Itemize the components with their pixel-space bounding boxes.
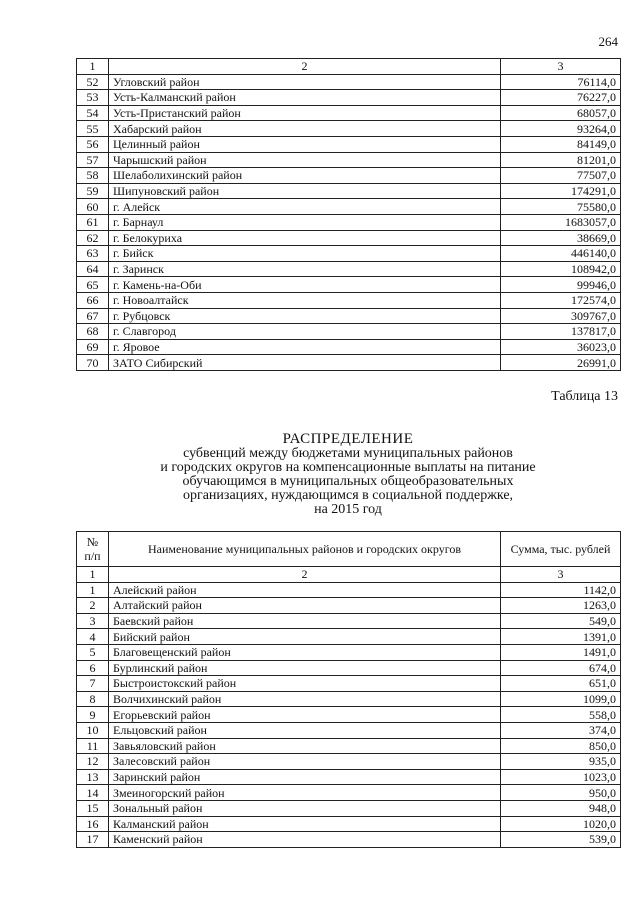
row-amount: 108942,0 [501, 261, 621, 277]
row-name: г. Яровое [109, 339, 501, 355]
row-number: 68 [77, 324, 109, 340]
row-number: 10 [77, 722, 109, 738]
row-number: 65 [77, 277, 109, 293]
row-amount: 1142,0 [501, 582, 621, 598]
row-number: 64 [77, 261, 109, 277]
title-heading: РАСПРЕДЕЛЕНИЕ [282, 431, 414, 447]
table-row [77, 246, 621, 262]
row-name: Змеиногорский район [109, 785, 501, 801]
row-number: 14 [77, 785, 109, 801]
row-amount: 1099,0 [501, 691, 621, 707]
document-title [76, 432, 620, 517]
table-row [77, 676, 621, 692]
column-number-row [77, 567, 621, 583]
row-name: Алейский район [109, 582, 501, 598]
table-row [77, 644, 621, 660]
row-name: Каменский район [109, 832, 501, 848]
row-name: Баевский район [109, 613, 501, 629]
row-amount: 38669,0 [501, 230, 621, 246]
row-amount: 1683057,0 [501, 214, 621, 230]
column-number-row [77, 59, 621, 75]
row-amount: 374,0 [501, 722, 621, 738]
row-number: 55 [77, 121, 109, 137]
row-number: 69 [77, 339, 109, 355]
row-name: Заринский район [109, 769, 501, 785]
row-number: 16 [77, 816, 109, 832]
header-number: № п/п [77, 532, 109, 567]
row-number: 1 [77, 582, 109, 598]
table-row [77, 355, 621, 371]
table-row [77, 308, 621, 324]
row-number: 61 [77, 214, 109, 230]
row-amount: 172574,0 [501, 292, 621, 308]
row-number: 5 [77, 644, 109, 660]
row-number: 13 [77, 769, 109, 785]
row-name: г. Барнаул [109, 214, 501, 230]
row-number: 52 [77, 74, 109, 90]
row-amount: 68057,0 [501, 105, 621, 121]
row-name: г. Камень-на-Оби [109, 277, 501, 293]
row-name: Хабарский район [109, 121, 501, 137]
table-row [77, 277, 621, 293]
table-row [77, 722, 621, 738]
row-amount: 674,0 [501, 660, 621, 676]
row-amount: 1263,0 [501, 598, 621, 614]
table-row [77, 214, 621, 230]
row-name: Бийский район [109, 629, 501, 645]
column-number: 3 [501, 567, 621, 583]
row-name: Быстроистокский район [109, 676, 501, 692]
table-row [77, 324, 621, 340]
row-name: г. Бийск [109, 246, 501, 262]
row-number: 2 [77, 598, 109, 614]
table-row [77, 230, 621, 246]
table-caption: Таблица 13 [551, 389, 618, 404]
table-row [77, 168, 621, 184]
row-name: Бурлинский район [109, 660, 501, 676]
row-name: Алтайский район [109, 598, 501, 614]
table-row [77, 292, 621, 308]
title-line: на 2015 год [314, 502, 382, 517]
row-name: Волчихинский район [109, 691, 501, 707]
row-name: Шелаболихинский район [109, 168, 501, 184]
row-number: 17 [77, 832, 109, 848]
table-row [77, 152, 621, 168]
table-row [77, 339, 621, 355]
row-name: Шипуновский район [109, 183, 501, 199]
row-amount: 26991,0 [501, 355, 621, 371]
row-amount: 651,0 [501, 676, 621, 692]
row-amount: 77507,0 [501, 168, 621, 184]
table-row [77, 832, 621, 848]
table-row [77, 691, 621, 707]
row-number: 15 [77, 800, 109, 816]
allocation-table-continued [76, 58, 621, 371]
table-row [77, 816, 621, 832]
row-amount: 948,0 [501, 800, 621, 816]
table-row [77, 629, 621, 645]
page-number: 264 [598, 34, 618, 49]
table-row [77, 800, 621, 816]
row-number: 70 [77, 355, 109, 371]
row-amount: 446140,0 [501, 246, 621, 262]
allocation-table [76, 531, 621, 848]
title-line: субвенций между бюджетами муниципальных районов [183, 446, 513, 461]
row-number: 11 [77, 738, 109, 754]
row-number: 58 [77, 168, 109, 184]
row-amount: 1491,0 [501, 644, 621, 660]
table-row [77, 582, 621, 598]
row-name: Завьяловский район [109, 738, 501, 754]
header-amount: Сумма, тыс. рублей [501, 532, 621, 567]
row-number: 54 [77, 105, 109, 121]
row-amount: 76227,0 [501, 90, 621, 106]
row-number: 8 [77, 691, 109, 707]
column-number: 2 [109, 567, 501, 583]
row-amount: 935,0 [501, 754, 621, 770]
row-number: 57 [77, 152, 109, 168]
row-name: г. Алейск [109, 199, 501, 215]
row-amount: 549,0 [501, 613, 621, 629]
row-name: Ельцовский район [109, 722, 501, 738]
row-number: 63 [77, 246, 109, 262]
table-row [77, 785, 621, 801]
row-number: 4 [77, 629, 109, 645]
row-number: 12 [77, 754, 109, 770]
table-row [77, 754, 621, 770]
row-name: г. Славгород [109, 324, 501, 340]
table-row [77, 121, 621, 137]
row-number: 67 [77, 308, 109, 324]
column-number: 2 [109, 59, 501, 75]
row-number: 66 [77, 292, 109, 308]
table-row [77, 613, 621, 629]
row-amount: 309767,0 [501, 308, 621, 324]
header-name: Наименование муниципальных районов и городских округов [109, 532, 501, 567]
row-number: 60 [77, 199, 109, 215]
row-amount: 174291,0 [501, 183, 621, 199]
row-name: г. Новоалтайск [109, 292, 501, 308]
title-line: организациях, нуждающимся в социальной поддержке, [182, 488, 514, 503]
row-name: Целинный район [109, 136, 501, 152]
row-amount: 1023,0 [501, 769, 621, 785]
row-amount: 539,0 [501, 832, 621, 848]
column-number: 3 [501, 59, 621, 75]
row-name: Усть-Пристанский район [109, 105, 501, 121]
table-row [77, 74, 621, 90]
table-row [77, 136, 621, 152]
column-number: 1 [77, 59, 109, 75]
row-amount: 36023,0 [501, 339, 621, 355]
row-amount: 76114,0 [501, 74, 621, 90]
table-row [77, 598, 621, 614]
row-amount: 75580,0 [501, 199, 621, 215]
row-name: ЗАТО Сибирский [109, 355, 501, 371]
table-row [77, 660, 621, 676]
row-name: Залесовский район [109, 754, 501, 770]
row-amount: 850,0 [501, 738, 621, 754]
row-amount: 950,0 [501, 785, 621, 801]
row-number: 62 [77, 230, 109, 246]
row-number: 9 [77, 707, 109, 723]
title-line: и городских округов на компенсационные выплаты на питание [160, 460, 536, 475]
table-row [77, 183, 621, 199]
row-amount: 99946,0 [501, 277, 621, 293]
row-name: г. Заринск [109, 261, 501, 277]
row-name: Угловский район [109, 74, 501, 90]
column-number: 1 [77, 567, 109, 583]
row-amount: 1020,0 [501, 816, 621, 832]
table-row [77, 199, 621, 215]
row-number: 56 [77, 136, 109, 152]
row-number: 6 [77, 660, 109, 676]
row-name: Чарышский район [109, 152, 501, 168]
table-header-row [77, 532, 621, 567]
row-name: Усть-Калманский район [109, 90, 501, 106]
row-amount: 137817,0 [501, 324, 621, 340]
row-name: Егорьевский район [109, 707, 501, 723]
table-row [77, 105, 621, 121]
row-number: 7 [77, 676, 109, 692]
row-amount: 81201,0 [501, 152, 621, 168]
row-number: 3 [77, 613, 109, 629]
row-name: Калманский район [109, 816, 501, 832]
row-amount: 1391,0 [501, 629, 621, 645]
row-number: 59 [77, 183, 109, 199]
row-amount: 558,0 [501, 707, 621, 723]
table-row [77, 261, 621, 277]
table-row [77, 738, 621, 754]
row-amount: 84149,0 [501, 136, 621, 152]
row-name: Благовещенский район [109, 644, 501, 660]
row-name: г. Белокуриха [109, 230, 501, 246]
table-row [77, 90, 621, 106]
table-row [77, 769, 621, 785]
title-line: обучающимся в муниципальных общеобразовательных [182, 474, 514, 489]
row-name: Зональный район [109, 800, 501, 816]
row-number: 53 [77, 90, 109, 106]
row-name: г. Рубцовск [109, 308, 501, 324]
table-row [77, 707, 621, 723]
row-amount: 93264,0 [501, 121, 621, 137]
